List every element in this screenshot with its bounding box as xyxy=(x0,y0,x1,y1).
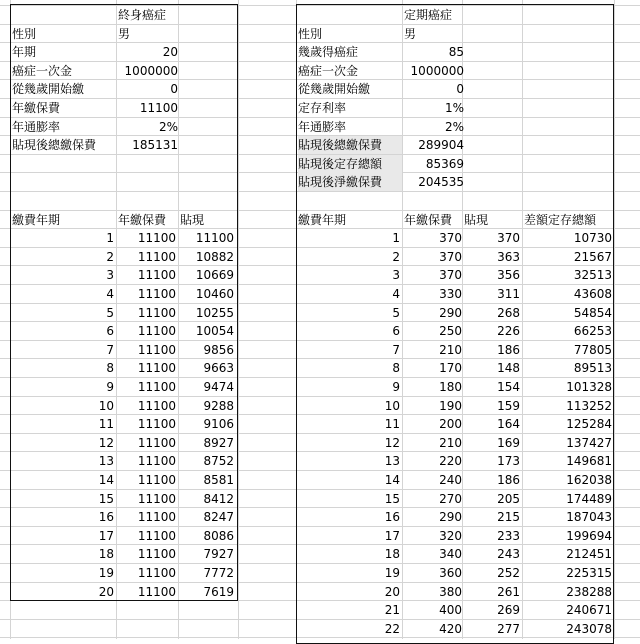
table-cell[interactable]: 17 xyxy=(384,528,400,543)
table-cell[interactable]: 180 xyxy=(439,380,462,394)
table-cell[interactable]: 54854 xyxy=(573,305,612,320)
table-cell[interactable]: 18 xyxy=(384,547,400,562)
table-cell[interactable]: 20 xyxy=(98,584,114,599)
table-cell[interactable]: 290 xyxy=(439,510,462,525)
table-cell[interactable]: 20 xyxy=(384,584,400,599)
table-cell[interactable]: 18 xyxy=(98,547,114,562)
param-label[interactable]: 年繳保費 xyxy=(12,101,61,115)
table-cell[interactable]: 370 xyxy=(439,231,462,246)
table-cell[interactable]: 169 xyxy=(497,435,520,450)
table-cell[interactable]: 11100 xyxy=(137,528,176,543)
table-cell[interactable]: 3 xyxy=(392,268,400,283)
table-cell[interactable]: 270 xyxy=(439,491,462,506)
param-label[interactable]: 年通膨率 xyxy=(12,119,61,134)
table-cell[interactable]: 261 xyxy=(497,584,520,599)
table-cell[interactable]: 11100 xyxy=(137,435,176,450)
table-cell[interactable]: 240671 xyxy=(566,603,612,618)
param-label[interactable]: 貼現後定存總額 xyxy=(298,155,402,173)
table-cell[interactable]: 10 xyxy=(384,398,400,413)
table-cell[interactable]: 210 xyxy=(439,342,462,357)
table-cell[interactable]: 19 xyxy=(98,566,114,580)
table-cell[interactable]: 380 xyxy=(439,584,462,599)
table-cell[interactable]: 8 xyxy=(106,361,114,376)
table-cell[interactable]: 11100 xyxy=(137,417,176,432)
param-value[interactable]: 204535 xyxy=(418,175,464,190)
table-cell[interactable]: 10 xyxy=(98,398,114,413)
table-cell[interactable]: 66253 xyxy=(573,324,612,339)
column-header[interactable]: 貼現 xyxy=(464,212,489,227)
table-cell[interactable]: 11100 xyxy=(137,342,176,357)
table-cell[interactable]: 13 xyxy=(384,454,400,469)
table-cell[interactable]: 212451 xyxy=(566,547,612,562)
table-cell[interactable]: 14 xyxy=(384,473,400,487)
table-cell[interactable]: 6 xyxy=(392,324,400,339)
grid-line-vertical xyxy=(614,0,615,639)
table-cell[interactable]: 77805 xyxy=(573,342,612,357)
param-value[interactable]: 1000000 xyxy=(124,63,178,78)
table-cell[interactable]: 11100 xyxy=(137,268,176,283)
table-cell[interactable]: 400 xyxy=(439,603,462,618)
table-cell[interactable]: 363 xyxy=(497,249,520,264)
table-cell[interactable]: 11100 xyxy=(137,566,176,580)
table-cell[interactable]: 238288 xyxy=(566,584,612,599)
table-cell[interactable]: 173 xyxy=(497,454,520,469)
table-cell[interactable]: 162038 xyxy=(566,473,612,487)
table-cell[interactable]: 290 xyxy=(439,305,462,320)
table-cell[interactable]: 154 xyxy=(497,380,520,394)
table-cell[interactable]: 8581 xyxy=(203,473,234,487)
table-cell[interactable]: 10882 xyxy=(195,249,234,264)
table-cell[interactable]: 21567 xyxy=(573,249,612,264)
param-label[interactable]: 性別 xyxy=(298,26,323,41)
column-header[interactable]: 年繳保費 xyxy=(118,212,167,227)
table-cell[interactable]: 360 xyxy=(439,566,462,580)
param-value[interactable]: 1% xyxy=(444,101,464,115)
param-value[interactable]: 2% xyxy=(444,119,464,134)
table-cell[interactable]: 311 xyxy=(497,287,520,301)
table-cell[interactable]: 125284 xyxy=(566,417,612,432)
right-table-title[interactable]: 定期癌症 xyxy=(404,8,453,22)
table-cell[interactable]: 233 xyxy=(497,528,520,543)
table-cell[interactable]: 21 xyxy=(384,603,400,618)
param-label[interactable]: 貼現後總繳保費 xyxy=(12,138,97,153)
table-cell[interactable]: 11100 xyxy=(137,231,176,246)
table-cell[interactable]: 5 xyxy=(392,305,400,320)
table-cell[interactable]: 11100 xyxy=(137,584,176,599)
param-value[interactable]: 185131 xyxy=(132,138,178,153)
table-cell[interactable]: 11 xyxy=(98,417,114,432)
table-cell[interactable]: 1 xyxy=(392,231,400,246)
table-cell[interactable]: 186 xyxy=(497,473,520,487)
table-cell[interactable]: 11 xyxy=(384,417,400,432)
table-cell[interactable]: 11100 xyxy=(137,287,176,301)
table-cell[interactable]: 370 xyxy=(497,231,520,246)
table-cell[interactable]: 14 xyxy=(98,473,114,487)
table-cell[interactable]: 190 xyxy=(439,398,462,413)
table-cell[interactable]: 370 xyxy=(439,249,462,264)
table-cell[interactable]: 11100 xyxy=(137,454,176,469)
table-cell[interactable]: 7 xyxy=(106,342,114,357)
param-value[interactable]: 2% xyxy=(158,119,178,134)
param-label[interactable]: 貼現後淨繳保費 xyxy=(298,173,402,191)
table-cell[interactable]: 2 xyxy=(392,249,400,264)
table-cell[interactable]: 8247 xyxy=(203,510,234,525)
table-cell[interactable]: 210 xyxy=(439,435,462,450)
table-cell[interactable]: 7772 xyxy=(203,566,234,580)
param-label[interactable]: 幾歲得癌症 xyxy=(298,45,359,60)
column-header[interactable]: 年繳保費 xyxy=(404,212,453,227)
table-cell[interactable]: 186 xyxy=(497,342,520,357)
table-cell[interactable]: 225315 xyxy=(566,566,612,580)
table-cell[interactable]: 11100 xyxy=(137,380,176,394)
table-cell[interactable]: 43608 xyxy=(573,287,612,301)
column-header[interactable]: 繳費年期 xyxy=(298,212,347,227)
table-cell[interactable]: 11100 xyxy=(137,324,176,339)
table-cell[interactable]: 174489 xyxy=(566,491,612,506)
table-cell[interactable]: 8752 xyxy=(203,454,234,469)
table-cell[interactable]: 15 xyxy=(384,491,400,506)
table-cell[interactable]: 4 xyxy=(392,287,400,301)
table-cell[interactable]: 356 xyxy=(497,268,520,283)
param-value[interactable]: 85369 xyxy=(425,156,464,171)
column-header[interactable]: 差額定存總額 xyxy=(524,212,597,227)
table-cell[interactable]: 12 xyxy=(98,435,114,450)
table-cell[interactable]: 32513 xyxy=(573,268,612,283)
param-label[interactable]: 癌症一次金 xyxy=(298,63,359,78)
table-cell[interactable]: 11100 xyxy=(137,305,176,320)
table-cell[interactable]: 11100 xyxy=(137,398,176,413)
table-cell[interactable]: 226 xyxy=(497,324,520,339)
table-cell[interactable]: 252 xyxy=(497,566,520,580)
param-label[interactable]: 從幾歲開始繳 xyxy=(298,82,371,97)
column-header[interactable]: 貼現 xyxy=(180,212,205,227)
table-cell[interactable]: 215 xyxy=(497,510,520,525)
table-cell[interactable]: 269 xyxy=(497,603,520,618)
table-cell[interactable]: 200 xyxy=(439,417,462,432)
table-cell[interactable]: 9663 xyxy=(203,361,234,376)
param-label[interactable]: 貼現後總繳保費 xyxy=(298,136,402,154)
table-cell[interactable]: 320 xyxy=(439,528,462,543)
table-cell[interactable]: 10460 xyxy=(195,287,234,301)
table-cell[interactable]: 243078 xyxy=(566,621,612,636)
table-cell[interactable]: 1 xyxy=(106,231,114,246)
table-cell[interactable]: 137427 xyxy=(566,435,612,450)
table-cell[interactable]: 11100 xyxy=(137,491,176,506)
table-cell[interactable]: 7619 xyxy=(203,584,234,599)
table-cell[interactable]: 15 xyxy=(98,491,114,506)
table-cell[interactable]: 10255 xyxy=(195,305,234,320)
table-cell[interactable]: 8086 xyxy=(203,528,234,543)
table-cell[interactable]: 8412 xyxy=(203,491,234,506)
table-cell[interactable]: 101328 xyxy=(566,380,612,394)
table-cell[interactable]: 243 xyxy=(497,547,520,562)
table-cell[interactable]: 277 xyxy=(497,621,520,636)
table-cell[interactable]: 149681 xyxy=(566,454,612,469)
param-label[interactable]: 性別 xyxy=(12,26,37,41)
table-cell[interactable]: 22 xyxy=(384,621,400,636)
param-value[interactable]: 20 xyxy=(162,45,178,60)
table-cell[interactable]: 10669 xyxy=(195,268,234,283)
table-cell[interactable]: 340 xyxy=(439,547,462,562)
table-cell[interactable]: 89513 xyxy=(573,361,612,376)
table-cell[interactable]: 240 xyxy=(439,473,462,487)
table-cell[interactable]: 11100 xyxy=(137,361,176,376)
table-cell[interactable]: 8 xyxy=(392,361,400,376)
table-cell[interactable]: 17 xyxy=(98,528,114,543)
table-cell[interactable]: 268 xyxy=(497,305,520,320)
table-cell[interactable]: 11100 xyxy=(137,547,176,562)
param-value[interactable]: 0 xyxy=(456,82,464,97)
table-cell[interactable]: 199694 xyxy=(566,528,612,543)
table-cell[interactable]: 9106 xyxy=(203,417,234,432)
table-cell[interactable]: 9288 xyxy=(203,398,234,413)
table-cell[interactable]: 12 xyxy=(384,435,400,450)
param-label[interactable]: 年期 xyxy=(12,45,37,60)
param-label[interactable]: 癌症一次金 xyxy=(12,63,73,78)
column-header[interactable]: 繳費年期 xyxy=(12,212,61,227)
table-cell[interactable]: 148 xyxy=(497,361,520,376)
left-table-title[interactable]: 終身癌症 xyxy=(118,8,167,22)
table-cell[interactable]: 330 xyxy=(439,287,462,301)
param-value[interactable]: 289904 xyxy=(418,138,464,153)
param-label[interactable]: 定存利率 xyxy=(298,101,347,115)
table-cell[interactable]: 164 xyxy=(497,417,520,432)
table-cell[interactable]: 9 xyxy=(392,380,400,394)
right-table-border xyxy=(296,4,614,644)
table-cell[interactable]: 220 xyxy=(439,454,462,469)
table-cell[interactable]: 7927 xyxy=(203,547,234,562)
left-table-border xyxy=(10,4,238,601)
table-cell[interactable]: 9856 xyxy=(203,342,234,357)
table-cell[interactable]: 11100 xyxy=(195,231,234,246)
table-cell[interactable]: 16 xyxy=(384,510,400,525)
table-cell[interactable]: 420 xyxy=(439,621,462,636)
table-cell[interactable]: 5 xyxy=(106,305,114,320)
table-cell[interactable]: 3 xyxy=(106,268,114,283)
table-cell[interactable]: 370 xyxy=(439,268,462,283)
table-cell[interactable]: 11100 xyxy=(137,473,176,487)
param-value[interactable]: 85 xyxy=(448,45,464,60)
table-cell[interactable]: 113252 xyxy=(566,398,612,413)
param-value[interactable]: 男 xyxy=(118,26,131,41)
table-cell[interactable]: 11100 xyxy=(137,510,176,525)
table-cell[interactable]: 187043 xyxy=(566,510,612,525)
param-label[interactable]: 從幾歲開始繳 xyxy=(12,82,85,97)
param-label[interactable]: 年通膨率 xyxy=(298,119,347,134)
table-cell[interactable]: 9 xyxy=(106,380,114,394)
table-cell[interactable]: 11100 xyxy=(137,249,176,264)
table-cell[interactable]: 19 xyxy=(384,566,400,580)
table-cell[interactable]: 205 xyxy=(497,491,520,506)
param-value[interactable]: 1000000 xyxy=(410,63,464,78)
table-cell[interactable]: 6 xyxy=(106,324,114,339)
param-value[interactable]: 11100 xyxy=(139,101,178,115)
table-cell[interactable]: 250 xyxy=(439,324,462,339)
table-cell[interactable]: 10054 xyxy=(195,324,234,339)
table-cell[interactable]: 4 xyxy=(106,287,114,301)
table-cell[interactable]: 10730 xyxy=(573,231,612,246)
table-cell[interactable]: 7 xyxy=(392,342,400,357)
param-value[interactable]: 0 xyxy=(170,82,178,97)
table-cell[interactable]: 9474 xyxy=(203,380,234,394)
table-cell[interactable]: 170 xyxy=(439,361,462,376)
param-value[interactable]: 男 xyxy=(404,26,417,41)
table-cell[interactable]: 8927 xyxy=(203,435,234,450)
table-cell[interactable]: 159 xyxy=(497,398,520,413)
table-cell[interactable]: 16 xyxy=(98,510,114,525)
table-cell[interactable]: 13 xyxy=(98,454,114,469)
grid-line-vertical xyxy=(238,0,239,639)
table-cell[interactable]: 2 xyxy=(106,249,114,264)
